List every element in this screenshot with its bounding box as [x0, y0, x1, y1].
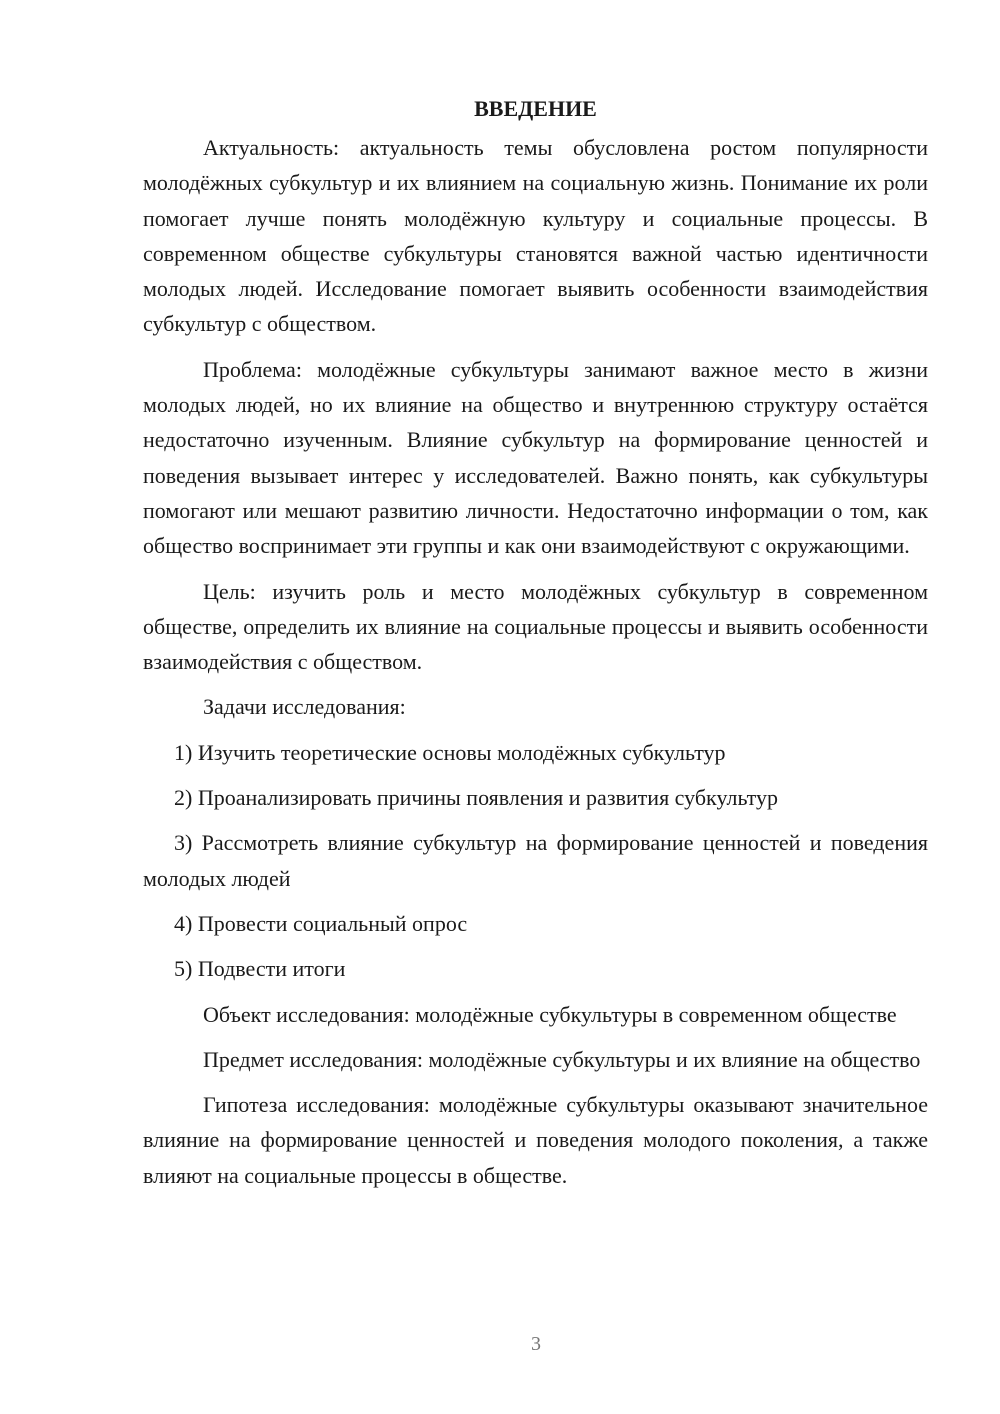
- task-item-4: 4) Провести социальный опрос: [174, 910, 468, 936]
- tasks-heading: Задачи исследования:: [203, 694, 406, 720]
- page-number: 3: [531, 1333, 541, 1355]
- task-item-3: 3) Рассмотреть влияние субкультур на формирование ценностей и поведения молодых людей: [143, 830, 928, 891]
- paragraph-goal: Цель: изучить роль и место молодёжных субкультур в современном обществе, определить их влияние на социальные процессы и выявить особенности взаимодействия с обществом.: [143, 578, 928, 675]
- document-page: [143, 94, 928, 1203]
- paragraph-relevance: Актуальность: актуальность темы обусловлена ростом популярности молодёжных субкультур и их влиянием на социальную жизнь. Понимание их роли помогает лучше понять молодёжную культуру и социальные процессы. В современном обществе субкультуры становятся важной частью идентичности молодых людей. Исследование помогает выявить особенности взаимодействия субкультур с обществом.: [143, 135, 928, 337]
- paragraph-subject: Предмет исследования: молодёжные субкультуры и их влияние на общество: [203, 1046, 921, 1072]
- task-item-1: 1) Изучить теоретические основы молодёжных субкультур: [174, 739, 726, 765]
- paragraph-problem: Проблема: молодёжные субкультуры занимают важное место в жизни молодых людей, но их влияние на общество и внутреннюю структуру остаётся недостаточно изученным. Влияние субкультур на формирование ценностей и поведения вызывает интерес у исследователей. Важно понять, как субкультуры помогают или мешают развитию личности. Недостаточно информации о том, как общество воспринимает эти группы и как они взаимодействуют с окружающими.: [143, 356, 928, 559]
- page-title: ВВЕДЕНИЕ: [474, 96, 597, 121]
- task-item-2: 2) Проанализировать причины появления и развития субкультур: [174, 785, 778, 811]
- paragraph-hypothesis: Гипотеза исследования: молодёжные субкультуры оказывают значительное влияние на формирование ценностей и поведения молодого поколения, а также влияют на социальные процессы в обществе.: [143, 1092, 928, 1188]
- task-item-5: 5) Подвести итоги: [174, 956, 346, 982]
- paragraph-object: Объект исследования: молодёжные субкультуры в современном обществе: [203, 1001, 897, 1027]
